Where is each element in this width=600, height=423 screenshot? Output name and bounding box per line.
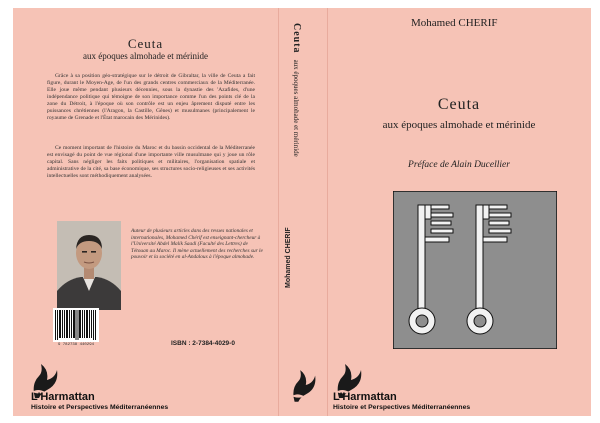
- front-preface: Préface de Alain Ducellier: [408, 160, 510, 170]
- author-bio: Auteur de plusieurs articles dans des revues nationales et internationales, Mohamed Chérif est enseignant-chercheur à l'Université Abdel Malik Saadi (Faculté des Lettres) de Tétouan au Maroc. Il mène actuellement des recherches sur le pouvoir et la société en al-Andalous à l'époque almohade.: [131, 228, 263, 261]
- front-publisher-name: L'Harmattan: [333, 391, 397, 403]
- back-cover-paragraph-1: Grâce à sa position géo-stratégique sur le détroit de Gibraltar, la ville de Ceuta a fait figure, durant le Moyen-Age, de l'un des grands centres commerciaux de la Méditerranée. Elle joue même pendant plusieurs décennies, sous la dynastie des 'Azafides, d'une indépendance politique qui témoigne de son importance comme l'un des points clé de la zone du Détroit, à l'époque où son contrôle est un enjeu âprement disputé entre les puissances chrétiennes (l'Aragon, la Castille, Gênes) et musulmanes (principalement le royaume de Grenade et l'État marocain des Mérinides).: [47, 73, 255, 121]
- back-cover-subtitle: aux époques almohade et mérinide: [83, 51, 208, 61]
- front-title: Ceuta: [437, 96, 481, 113]
- back-cover-title: Ceuta: [127, 36, 164, 51]
- front-collection-name: Histoire et Perspectives Méditerranéennes: [333, 403, 471, 411]
- spine-author: Mohamed CHERIF: [285, 227, 292, 288]
- spine: [278, 8, 328, 416]
- spine-subtitle: aux époques almohade et mérinide: [292, 59, 300, 157]
- isbn: ISBN : 2-7384-4029-0: [171, 340, 235, 347]
- back-cover: [13, 8, 278, 416]
- back-collection-name: Histoire et Perspectives Méditerranéennes: [31, 403, 169, 411]
- author-photo: [57, 221, 121, 310]
- front-author: Mohamed CHERIF: [411, 17, 498, 29]
- front-subtitle: aux époques almohade et mérinide: [382, 119, 536, 131]
- front-publisher-block: [333, 391, 470, 411]
- barcode: [53, 308, 99, 342]
- back-publisher-name: L'Harmattan: [31, 391, 95, 403]
- spine-title: Ceuta: [291, 23, 302, 54]
- spine-title-block: [289, 23, 307, 157]
- barcode-number: 9 782738 440294: [57, 343, 94, 347]
- spine-harmattan-logo-icon: [289, 366, 317, 409]
- back-cover-paragraph-2: Ce moment important de l'histoire du Maroc et du bassin occidental de la Méditerranée est envisagé du point de vue régional d'une importante ville musulmane qui y joue un rôle capital. Sans négliger les faits politiques et militaires, l'organisation spatiale et administrative de la cité, sa base économique, ses structures socio-religieuses et ses activités intellectuelles sont méthodiquement analysées.: [47, 145, 255, 179]
- back-publisher-block: [31, 391, 168, 411]
- front-cover: [327, 8, 591, 416]
- cover-artwork-keys: [393, 191, 557, 349]
- book-cover: [13, 8, 591, 416]
